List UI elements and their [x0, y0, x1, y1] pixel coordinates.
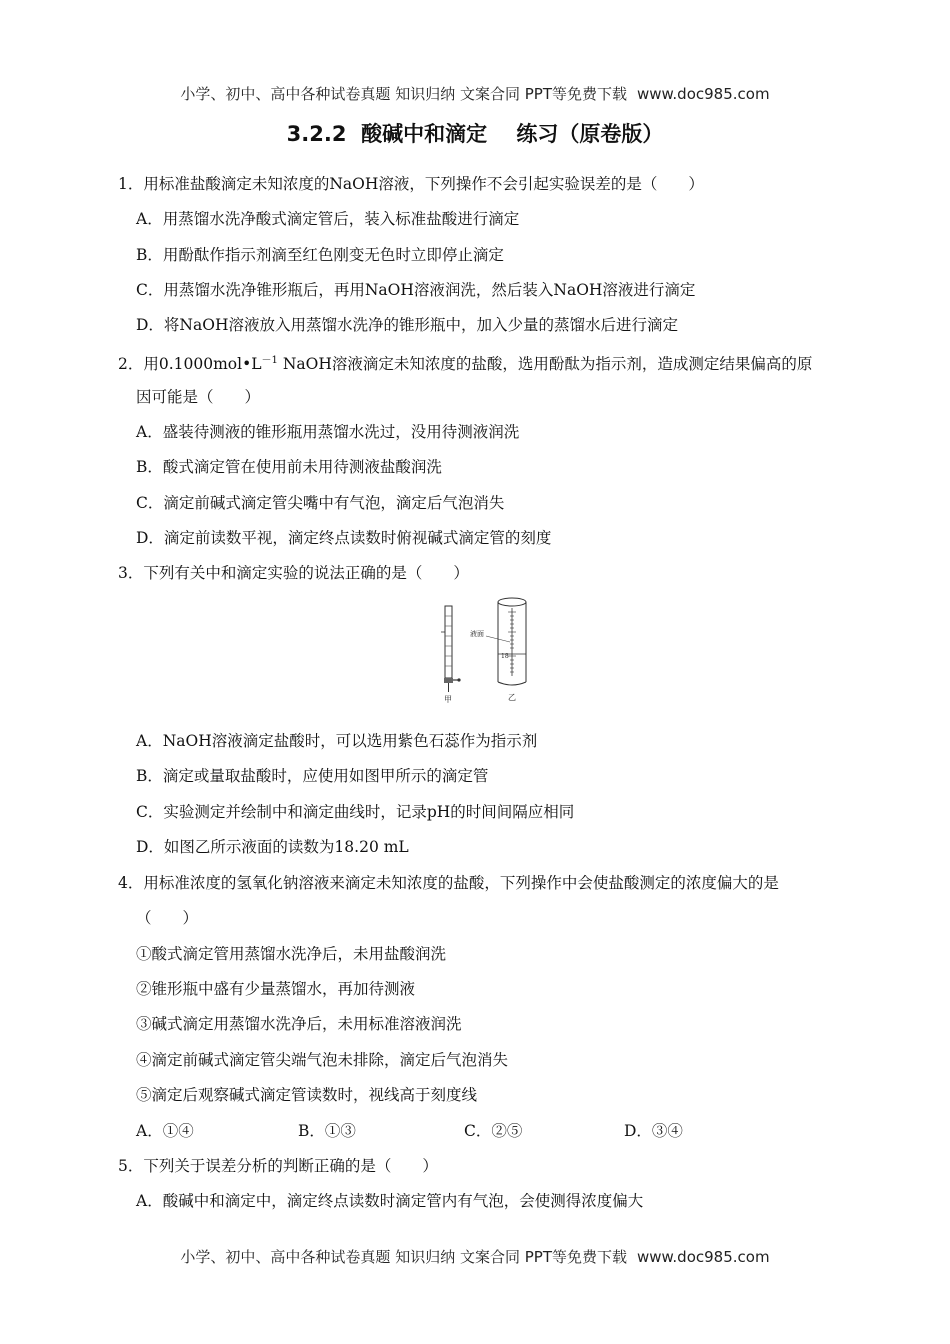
label-liquid: 液面	[470, 630, 484, 638]
label-18: 18	[501, 653, 509, 660]
burette-jia	[441, 606, 461, 692]
page-title: 3.2.2 酸碱中和滴定 练习（原卷版）	[286, 122, 664, 146]
q4-item-1: ①酸式滴定管用蒸馏水洗净后，未用盐酸润洗	[136, 945, 447, 963]
burette-yi	[486, 598, 526, 685]
q1-option-c: C．用蒸馏水洗净锥形瓶后，再用NaOH溶液润洗，然后装入NaOH溶液进行滴定	[136, 281, 696, 299]
q4-stem: 4．用标准浓度的氢氧化钠溶液来滴定未知浓度的盐酸，下列操作中会使盐酸测定的浓度偏大的是	[118, 874, 779, 892]
q1-option-b: B．用酚酞作指示剂滴至红色刚变无色时立即停止滴定	[136, 246, 504, 264]
q4-item-2: ②锥形瓶中盛有少量蒸馏水，再加待测液	[136, 980, 416, 998]
q1-stem: 1．用标准盐酸滴定未知浓度的NaOH溶液，下列操作不会引起实验误差的是（ ）	[118, 175, 704, 193]
page-footer	[0, 1246, 950, 1267]
header-url[interactable]: www.doc985.com	[636, 85, 770, 103]
q4-item-3: ③碱式滴定用蒸馏水洗净后，未用标准溶液润洗	[136, 1015, 462, 1033]
q2-stem-sup: －1	[261, 355, 278, 366]
q4-item-4: ④滴定前碱式滴定管尖端气泡未排除，滴定后气泡消失	[136, 1051, 509, 1069]
q2-option-d: D．滴定前读数平视，滴定终点读数时俯视碱式滴定管的刻度	[136, 529, 552, 547]
q1-option-a: A．用蒸馏水洗净酸式滴定管后，装入标准盐酸进行滴定	[136, 210, 520, 228]
q4-option-d: D．③④	[624, 1122, 683, 1140]
q2-option-c: C．滴定前碱式滴定管尖嘴中有气泡，滴定后气泡消失	[136, 494, 505, 512]
page-header	[0, 83, 950, 104]
q4-option-b: B．①③	[298, 1122, 356, 1140]
q2-option-b: B．酸式滴定管在使用前未用待测液盐酸润洗	[136, 458, 442, 476]
q4-stem-line2: （ ）	[136, 909, 199, 927]
q3-option-c: C．实验测定并绘制中和滴定曲线时，记录pH的时间间隔应相同	[136, 803, 575, 821]
q4-option-a: A．①④	[136, 1122, 194, 1140]
q2-stem	[118, 351, 812, 374]
q3-option-d: D．如图乙所示液面的读数为18.20 mL	[136, 838, 409, 856]
q4-item-5: ⑤滴定后观察碱式滴定管读数时，视线高于刻度线	[136, 1086, 478, 1104]
footer-url[interactable]: www.doc985.com	[636, 1248, 770, 1266]
q1-option-d: D．将NaOH溶液放入用蒸馏水洗净的锥形瓶中，加入少量的蒸馏水后进行滴定	[136, 316, 678, 334]
q3-stem: 3．下列有关中和滴定实验的说法正确的是（ ）	[118, 564, 469, 582]
q5-option-a: A．酸碱中和滴定中，滴定终点读数时滴定管内有气泡，会使测得浓度偏大	[136, 1192, 644, 1210]
q2-stem-pre: 2．用0.1000mol•L	[118, 355, 262, 373]
q3-option-b: B．滴定或量取盐酸时，应使用如图甲所示的滴定管	[136, 767, 489, 785]
label-jia: 甲	[444, 695, 452, 704]
q2-option-a: A．盛装待测液的锥形瓶用蒸馏水洗过，没用待测液润洗	[136, 423, 520, 441]
label-yi: 乙	[508, 693, 516, 702]
q5-stem: 5．下列关于误差分析的判断正确的是（ ）	[118, 1157, 438, 1175]
q2-stem-post: NaOH溶液滴定未知浓度的盐酸，选用酚酞为指示剂，造成测定结果偏高的原	[277, 355, 813, 373]
q2-stem-line2: 因可能是（ ）	[136, 388, 261, 406]
burette-figure	[440, 596, 540, 704]
footer-text: 小学、初中、高中各种试卷真题 知识归纳 文案合同 PPT等免费下载	[180, 1248, 627, 1266]
q3-option-a: A．NaOH溶液滴定盐酸时，可以选用紫色石蕊作为指示剂	[136, 732, 538, 750]
header-text: 小学、初中、高中各种试卷真题 知识归纳 文案合同 PPT等免费下载	[180, 85, 627, 103]
q4-option-c: C．②⑤	[464, 1122, 523, 1140]
